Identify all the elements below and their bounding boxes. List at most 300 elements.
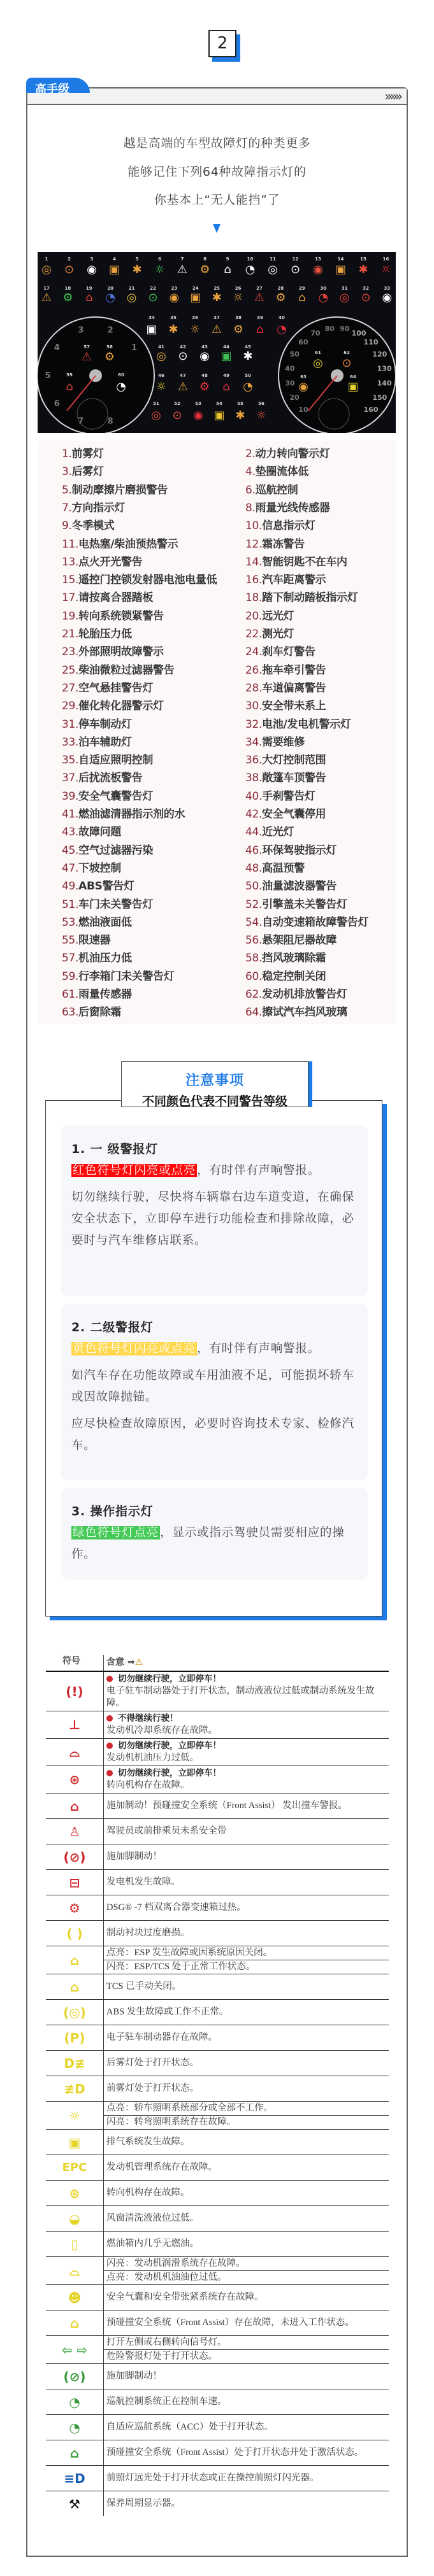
dashboard-warning-icon: ◔ <box>318 291 329 304</box>
item-label: 擦试汽车挡风玻璃 <box>262 1006 347 1019</box>
table-row <box>46 2155 389 2181</box>
meaning-line: 危险警报灯处于打开状态。 <box>104 2349 389 2363</box>
item-label: 下坡控制 <box>78 861 121 875</box>
meaning-cell <box>103 2051 389 2076</box>
table-row <box>46 1844 389 1870</box>
meaning-text: 排气系统发生故障。 <box>106 2137 190 2147</box>
tach-label: 6 <box>54 399 60 409</box>
table-row <box>46 2130 389 2155</box>
item-label: 制动摩擦片磨损警告 <box>71 483 168 497</box>
dashboard-icon-number: 35 <box>170 315 177 320</box>
item-label: 外部照明故障警示 <box>78 646 164 659</box>
item-label: 故障问题 <box>78 826 121 839</box>
table-row <box>46 2466 389 2491</box>
meaning-cell <box>103 2364 389 2389</box>
list-item <box>62 679 153 695</box>
item-number: 44. <box>245 826 263 839</box>
dashboard-warning-icon: ⊙ <box>148 291 158 304</box>
table-row <box>46 1739 389 1766</box>
stop-icon <box>106 1676 113 1682</box>
item-label: 催化转化器警示灯 <box>78 700 164 713</box>
meaning-text: 后雾灯处于打开状态。 <box>106 2058 199 2068</box>
speed-label: 60 <box>298 337 308 346</box>
meaning-text: 前雾灯处于打开状态。 <box>106 2083 199 2093</box>
item-label: ABS警告灯 <box>78 880 134 893</box>
item-number: 25. <box>62 663 79 677</box>
table-row <box>46 2285 389 2311</box>
list-item <box>245 588 358 604</box>
list-item <box>62 553 142 569</box>
meaning-cell <box>103 1895 389 1920</box>
meaning-cell <box>103 2311 389 2335</box>
washer-fluid-icon: ◒ <box>69 2211 80 2226</box>
dashboard-icon-number: 4 <box>113 257 116 262</box>
item-label: 请按离合器踏板 <box>78 591 154 605</box>
dashboard-warning-icon: ✱ <box>243 350 253 363</box>
oil-level-icon: ⌓ <box>69 2263 80 2279</box>
table-row <box>46 1672 389 1711</box>
list-item <box>62 967 174 983</box>
list-item <box>245 570 326 586</box>
high-beam-icon: ≡D <box>64 2470 85 2486</box>
tach-label: 7 <box>78 416 84 427</box>
meaning-text: 驾驶员或前排乘员未系安全带 <box>106 1826 227 1836</box>
list-item <box>62 859 121 875</box>
item-label: 空气悬挂警告灯 <box>78 681 154 695</box>
table-row <box>46 2000 389 2025</box>
meaning-text: ABS 发生故障或工作不正常。 <box>106 2007 229 2017</box>
dashboard-warning-icon: ⌂ <box>256 323 264 336</box>
item-number: 17. <box>62 591 79 605</box>
dashboard-icon-number: 51 <box>153 401 159 406</box>
item-label: 高温预警 <box>262 861 305 875</box>
speed-label: 50 <box>289 350 300 358</box>
table-row <box>46 2415 389 2440</box>
item-number: 41. <box>62 808 79 821</box>
dashboard-warning-icon: ✱ <box>235 409 245 422</box>
abs-icon: (◎) <box>63 2004 86 2020</box>
speed-label: 70 <box>310 329 321 338</box>
item-number: 37. <box>62 772 79 785</box>
dashboard-icon-number: 18 <box>64 286 71 291</box>
section-number-badge: 2 <box>208 30 236 57</box>
level-note: ，有时伴有声响警报。 <box>197 1164 321 1177</box>
table-body <box>46 1672 389 2516</box>
foot-brake-icon: (⊘) <box>63 1849 86 1865</box>
dashboard-icon-number: 64 <box>350 374 356 379</box>
item-number: 50. <box>245 880 263 893</box>
item-label: 雨量传感器 <box>78 988 132 1001</box>
meaning-cell <box>103 2076 389 2101</box>
item-number: 62. <box>245 988 263 1001</box>
oil-pressure-icon: ⌓ <box>69 1744 80 1760</box>
list-item <box>62 805 185 821</box>
dashboard-icon-number: 61 <box>315 350 321 355</box>
item-number: 48. <box>245 861 263 875</box>
meaning-text: 发动机管理系统存在故障。 <box>106 2162 217 2172</box>
level-heading: 2. 二级警报灯 <box>71 1320 154 1334</box>
alert-text: 切勿继续行驶，立即停车！ <box>118 1768 221 1778</box>
intro-line: 你基本上“无人能挡”了 <box>154 193 280 207</box>
meaning-cell <box>103 1946 389 1974</box>
table-row <box>46 1946 389 1974</box>
list-item <box>62 535 178 551</box>
item-number: 64. <box>245 1006 263 1019</box>
dashboard-icon-number: 33 <box>384 286 391 291</box>
dashboard-icon-number: 16 <box>382 257 389 262</box>
dashboard-icon-number: 34 <box>148 315 155 320</box>
list-item <box>62 607 164 623</box>
list-item <box>245 607 294 623</box>
level-box-3 <box>61 1488 368 1580</box>
dashboard-warning-icon: ◔ <box>105 291 116 304</box>
meaning-line: 闪亮：发动机润滑系统存在故障。 <box>106 2258 245 2268</box>
header-symbol: 符号 <box>62 1656 80 1666</box>
item-label: 悬架阻尼器故障 <box>262 934 337 947</box>
meaning-text: 保养周期显示器。 <box>106 2498 180 2509</box>
item-label: 智能钥匙不在车内 <box>262 555 347 569</box>
dashboard-icon-number: 30 <box>320 286 327 291</box>
item-number: 53. <box>62 916 79 929</box>
meaning-cell <box>103 2415 389 2440</box>
chevrons-icon: »»» <box>384 88 400 104</box>
meaning-cell <box>103 1870 389 1895</box>
meaning-cell <box>103 1819 389 1844</box>
list-item <box>245 481 298 497</box>
item-number: 10. <box>245 520 263 533</box>
dashboard-warning-icon: ▣ <box>347 380 359 393</box>
tcs-off-icon: ⌂ <box>69 1979 80 1995</box>
meaning-cell <box>103 1711 389 1738</box>
item-number: 2. <box>245 448 256 460</box>
list-item <box>62 625 132 640</box>
item-label: 远光灯 <box>262 609 294 623</box>
item-number: 61. <box>62 988 79 1001</box>
item-label: 泊车辅助灯 <box>78 735 132 749</box>
dashboard-icon-number: 22 <box>150 286 156 291</box>
dashboard-warning-icon: ◎ <box>268 263 278 276</box>
meaning-text: 前照灯远光处于打开状态或正在操控前照灯闪光器。 <box>106 2473 319 2483</box>
item-label: 汽车距离警示 <box>262 574 326 587</box>
dashboard-warning-icon: ◉ <box>87 263 97 276</box>
list-item <box>62 444 104 460</box>
list-item <box>245 841 336 857</box>
list-item <box>62 985 132 1001</box>
item-number: 8. <box>245 501 256 514</box>
item-number: 14. <box>245 555 263 569</box>
dashboard-icon-number: 23 <box>171 286 178 291</box>
item-number: 52. <box>245 898 263 911</box>
dashboard-warning-icon: ⚙ <box>199 263 210 276</box>
front-assist-icon: ⌂ <box>69 2445 80 2461</box>
item-number: 19. <box>62 609 79 623</box>
steering-wheel-icon: ⊛ <box>69 2185 80 2201</box>
intro-line: 越是高端的车型故障灯的种类更多 <box>123 136 311 150</box>
list-item <box>245 733 305 749</box>
dashboard-icon-number: 24 <box>192 286 199 291</box>
list-item <box>245 535 305 551</box>
item-number: 45. <box>62 844 79 857</box>
item-number: 39. <box>62 789 79 803</box>
dashboard-icon-number: 20 <box>107 286 114 291</box>
table-row <box>46 2336 389 2364</box>
epc-icon: EPC <box>62 2161 87 2174</box>
dashboard-warning-icon: ⚙ <box>233 323 244 336</box>
item-label: 手刹警告灯 <box>262 789 315 803</box>
item-number: 29. <box>62 700 79 713</box>
meaning-text: 施加脚制动！ <box>106 2371 162 2381</box>
engine-icon: ▣ <box>68 2134 81 2150</box>
meaning-cell <box>103 2491 389 2516</box>
dashboard-warning-icon: ⚙ <box>62 291 73 304</box>
speed-label: 80 <box>324 324 335 333</box>
dashboard-warning-icon: ▣ <box>190 291 201 304</box>
down-triangle-icon <box>213 224 221 233</box>
list-item <box>245 768 326 784</box>
meaning-line: 闪亮：ESP/TCS 处于正常工作状态。 <box>104 1960 389 1974</box>
dashboard-warning-icon: ◔ <box>243 380 253 393</box>
item-number: 35. <box>62 754 79 767</box>
table-row <box>46 1766 389 1794</box>
dashboard-warning-icon: ◎ <box>313 357 323 370</box>
dashboard-icon-number: 38 <box>235 315 242 320</box>
table-row <box>46 2491 389 2516</box>
item-number: 28. <box>245 681 263 695</box>
table-row <box>46 2051 389 2076</box>
notice-title: 注意事项 <box>185 1073 244 1089</box>
item-number: 21. <box>62 628 79 640</box>
dashboard-icon-number: 27 <box>256 286 263 291</box>
item-label: 近光灯 <box>262 826 294 839</box>
airbag-icon: ☻ <box>68 2289 82 2305</box>
dashboard-warning-icon: ⌂ <box>224 263 231 276</box>
item-number: 6. <box>245 483 256 497</box>
dashboard-icon-number: 1 <box>45 257 48 262</box>
meaning-text: 施加制动！预碰撞安全系统（Front Assist） 发出撞车警报。 <box>106 1801 347 1811</box>
meaning-cell <box>103 2000 389 2025</box>
dashboard-warning-icon: ◎ <box>339 291 350 304</box>
speed-label: 120 <box>372 350 387 358</box>
dashboard-icon-number: 53 <box>195 401 201 406</box>
cruise-control-icon: ◔ <box>69 2394 80 2410</box>
dashboard-icon-number: 7 <box>180 257 184 262</box>
speed-label: 140 <box>377 379 392 388</box>
table-row <box>46 1794 389 1819</box>
dashboard-icon-number: 19 <box>85 286 92 291</box>
dashboard-warning-icon: ◉ <box>199 350 210 363</box>
item-label: 拖车牵引警告 <box>262 663 326 677</box>
meaning-text: TCS 已手动关闭。 <box>106 1981 182 1992</box>
front-fog-icon: ≢D <box>64 2081 85 2097</box>
table-row <box>46 2440 389 2466</box>
item-label: 引擎盖未关警告灯 <box>262 898 347 911</box>
meaning-text: 安全气囊和安全带张紧系统存在故障。 <box>106 2292 264 2302</box>
dashboard-icon-number: 31 <box>341 286 348 291</box>
dashboard-icon-number: 13 <box>315 257 321 262</box>
item-number: 16. <box>245 574 263 587</box>
card-tab-label: 高手级 <box>35 83 69 96</box>
dashboard-icon-number: 26 <box>235 286 242 291</box>
list-item <box>245 499 330 514</box>
alert-line <box>106 1713 386 1725</box>
list-item <box>62 570 217 586</box>
item-label: 后雾灯 <box>71 465 104 479</box>
item-number: 58. <box>245 952 263 965</box>
speed-label: 30 <box>285 379 295 388</box>
yellow-highlight: 黄色符号灯闪亮或点亮 <box>73 1342 196 1355</box>
list-item <box>62 661 174 677</box>
meaning-cell <box>103 2285 389 2310</box>
item-number: 42. <box>245 808 263 821</box>
notice-subtitle: 不同颜色代表不同警告等级 <box>141 1094 287 1107</box>
notice-header <box>121 1061 308 1107</box>
item-number: 49. <box>62 880 79 893</box>
level-paragraph: 应尽快检查故障原因，必要时咨询技术专家、检修汽车。 <box>71 1417 354 1452</box>
dashboard-warning-icon: ◉ <box>313 263 323 276</box>
speed-label: 110 <box>363 337 379 346</box>
list-item <box>62 877 134 893</box>
alert-text: 切勿继续行驶，立即停车！ <box>118 1741 221 1751</box>
warning-levels-card <box>45 1100 382 1617</box>
item-label: 前雾灯 <box>71 448 104 460</box>
item-number: 54. <box>245 916 263 929</box>
dashboard-icon-number: 32 <box>363 286 369 291</box>
list-item <box>245 642 315 658</box>
dashboard-icon-number: 8 <box>203 257 206 262</box>
speed-label: 100 <box>351 329 366 338</box>
item-label: 安全气囊停用 <box>262 808 326 821</box>
item-number: 56. <box>245 934 263 947</box>
item-label: 限速器 <box>78 934 111 947</box>
dashboard-warning-icon: ⚠ <box>211 323 222 336</box>
table-row <box>46 2102 389 2130</box>
dashboard-icon-number: 44 <box>223 344 229 350</box>
table-row <box>46 2076 389 2102</box>
meaning-text: 转向机构存在故障。 <box>106 2188 190 2198</box>
acc-icon: ◔ <box>69 2419 80 2435</box>
table-row <box>46 2311 389 2336</box>
list-item <box>245 895 347 911</box>
dashboard-warning-icon: ⌂ <box>85 291 93 304</box>
item-label: 雨量光线传感器 <box>255 501 330 514</box>
dashboard-icon-number: 29 <box>298 286 305 291</box>
tach-label: 4 <box>54 343 60 353</box>
battery-icon: ⊟ <box>69 1874 80 1890</box>
tach-label: 1 <box>131 343 138 353</box>
dashboard-icon-number: 62 <box>344 350 350 355</box>
list-item <box>245 516 315 532</box>
item-label: 停车制动灯 <box>78 718 132 731</box>
meaning-text: 预碰撞安全系统（Front Assist）处于打开状态并处于激活状态。 <box>106 2447 364 2458</box>
item-label: 大灯控制范围 <box>262 754 326 767</box>
meaning-text: 电子驻车制动器存在故障。 <box>106 2032 217 2042</box>
dashboard-warning-icon: ⌂ <box>298 291 306 304</box>
item-label: 安全带未系上 <box>262 700 326 713</box>
table-row <box>46 2025 389 2051</box>
level-box-2 <box>61 1304 368 1480</box>
item-number: 11. <box>62 537 79 551</box>
item-number: 38. <box>245 772 263 785</box>
dashboard-icon-number: 59 <box>66 372 73 378</box>
meaning-cell <box>103 2257 389 2284</box>
list-item <box>245 877 336 893</box>
dashboard-warning-icon: ◎ <box>41 263 52 276</box>
dashboard-icon-number: 42 <box>180 344 186 350</box>
item-number: 12. <box>245 537 263 551</box>
item-label: 霜冻警告 <box>262 537 305 551</box>
list-item <box>62 697 164 712</box>
dashboard-warning-icon: ⚠ <box>177 263 188 276</box>
list-item <box>245 661 326 677</box>
speed-label: 150 <box>372 393 387 402</box>
alert-line <box>106 1673 386 1685</box>
list-item <box>245 913 368 929</box>
meaning-cell <box>103 1794 389 1818</box>
table-row <box>46 2206 389 2232</box>
list-item <box>62 895 153 911</box>
dashboard-warning-icon: ⊙ <box>172 409 182 422</box>
dashboard-warning-icon: ⌂ <box>66 380 73 393</box>
dashboard-warning-icon: ▣ <box>108 263 120 276</box>
tach-label: 3 <box>78 325 84 336</box>
list-item <box>245 823 294 839</box>
warning-symbol-table <box>46 1652 389 2516</box>
table-row <box>46 1870 389 1895</box>
list-item <box>62 931 110 947</box>
speed-label: 90 <box>340 324 350 333</box>
alert-line <box>106 1740 386 1752</box>
card-tab <box>26 78 90 96</box>
item-label: 冬季模式 <box>71 520 115 533</box>
meaning-text: 电子驻车制动器处于打开状态，制动液液位过低或制动系统发生故障。 <box>106 1686 375 1708</box>
dashboard-icon-number: 40 <box>278 315 285 320</box>
table-header <box>46 1652 389 1672</box>
table-row <box>46 1819 389 1844</box>
fuel-icon: ▯ <box>71 2236 78 2252</box>
dashboard-warning-icon: ☼ <box>189 323 201 336</box>
list-item <box>62 949 132 965</box>
table-row <box>46 2232 389 2257</box>
item-label: 环保驾驶指示灯 <box>262 844 337 857</box>
meaning-cell <box>103 1672 389 1711</box>
brake-warning-icon: (!) <box>66 1683 83 1699</box>
dashboard-icon-number: 17 <box>43 286 50 291</box>
item-label: 燃油液面低 <box>78 916 132 929</box>
list-item <box>62 751 153 767</box>
gearbox-icon: ⚙ <box>69 1900 80 1916</box>
dashboard-warning-icon: ✱ <box>168 323 178 336</box>
list-item <box>245 751 326 767</box>
item-number: 20. <box>245 609 263 623</box>
table-row <box>46 2181 389 2206</box>
dashboard-warning-icon: ◉ <box>298 380 308 393</box>
dashboard-icon-number: 6 <box>158 257 161 262</box>
dashboard-warning-lights-image <box>38 252 396 433</box>
meaning-line: 点亮：发动机机油油位过低。 <box>104 2270 389 2284</box>
speed-label: 130 <box>377 364 392 373</box>
table-row <box>46 2257 389 2285</box>
item-label: 电池/发电机警示灯 <box>262 718 351 731</box>
meaning-text: 预碰撞安全系统（Front Assist）存在故障，未进入工作状态。 <box>106 2318 354 2328</box>
item-number: 57. <box>62 952 79 965</box>
dashboard-warning-icon: ◉ <box>193 409 203 422</box>
item-number: 30. <box>245 700 263 713</box>
item-number: 55. <box>62 934 79 947</box>
dashboard-warning-icon: ✱ <box>132 263 142 276</box>
warning-triangle-icon: ⚠ <box>134 1657 143 1667</box>
red-highlight: 红色符号灯闪亮或点亮 <box>73 1164 196 1177</box>
item-number: 46. <box>245 844 263 857</box>
